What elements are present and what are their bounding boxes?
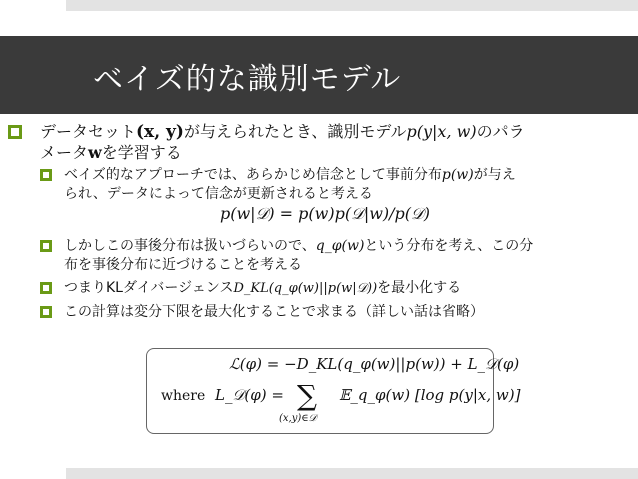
sub-bullet-4: この計算は変分下限を最大化することで求まる（詳しい話は省略）: [64, 304, 484, 320]
sub-bullet-square-icon: [40, 306, 52, 318]
sub-bullet-3: つまりKLダイバージェンスD_KL(q_φ(w)||p(w|𝒟))を最小化する: [64, 280, 462, 296]
elbo-formula-box: [146, 348, 521, 434]
sub-bullet-square-icon: [40, 169, 52, 181]
likelihood-lhs: L_𝒟(φ) =: [215, 386, 284, 404]
sub-bullet-1-line-1: ベイズ的なアプローチでは、あらかじめ信念として事前分布p(w)が与え: [64, 167, 516, 183]
bullet-1-line-2: メータwを学習する: [40, 143, 182, 162]
summation-subscript: (x,y)∈𝒟: [279, 413, 317, 424]
bottom-decor-strip: [66, 468, 638, 479]
sub-bullet-2-line-2: 布を事後分布に近づけることを考える: [64, 257, 302, 273]
where-label: where: [161, 388, 206, 404]
slide-title: ベイズ的な識別モデル: [93, 62, 402, 97]
title-band: [0, 36, 638, 114]
sub-bullet-square-icon: [40, 282, 52, 294]
sub-bullet-square-icon: [40, 240, 52, 252]
bullet-square-icon: [8, 125, 22, 139]
sub-bullet-1-line-2: られ、データによって信念が更新されると考える: [64, 186, 373, 202]
elbo-equation: ℒ(φ) = −D_KL(q_φ(w)||p(w)) + L_𝒟(φ): [229, 355, 520, 373]
likelihood-rhs: 𝔼_q_φ(w) [log p(y|x, w)]: [339, 386, 521, 404]
top-decor-strip: [66, 0, 638, 11]
bayes-equation: p(w|𝒟) = p(w)p(𝒟|w)/p(𝒟): [220, 204, 431, 223]
summation-symbol: ∑: [297, 379, 317, 412]
bullet-1-line-1: データセット(x, y)が与えられたとき、識別モデルp(y|x, w)のパラ: [40, 122, 525, 142]
sub-bullet-2-line-1: しかしこの事後分布は扱いづらいので、q_φ(w)という分布を考え、この分: [64, 238, 534, 254]
